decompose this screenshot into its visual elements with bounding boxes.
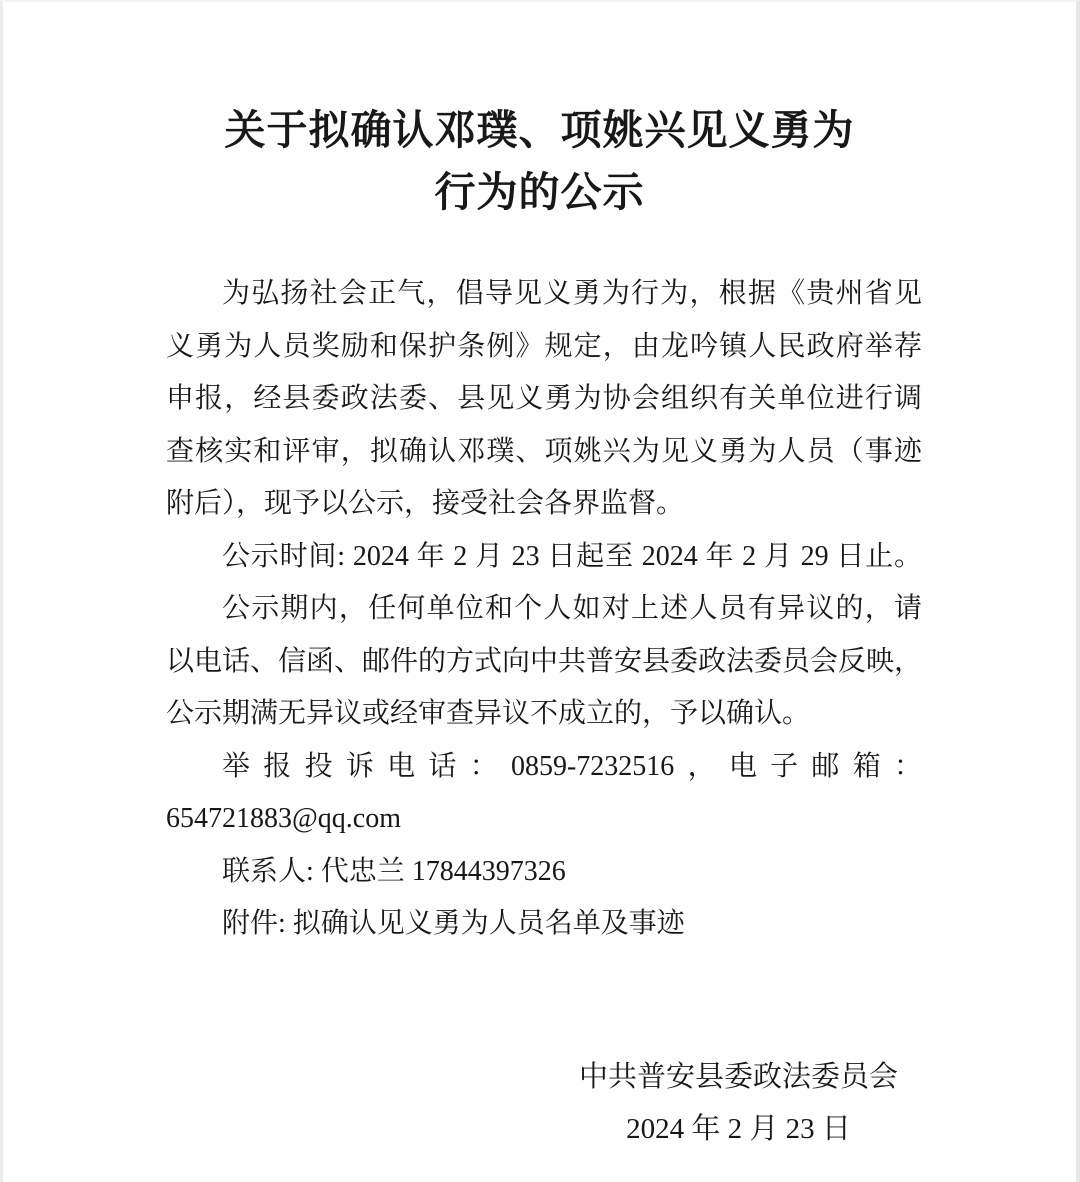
paragraph-2-publicity-period	[166, 531, 922, 584]
paragraph-3-line-1: 公示期内，任何单位和个人如对上述人员有异议的，请	[222, 593, 922, 624]
paragraph-1-line-4: 查核实和评审，拟确认邓璞、项姚兴为见义勇为人员（事迹	[166, 435, 922, 467]
report-phone-line: 举报投诉电话：0859-7232516，电子邮箱：	[222, 750, 922, 782]
paragraph-1-line-2: 义勇为人员奖励和保护条例》规定，由龙吟镇人民政府举荐	[166, 330, 922, 362]
report-email-line: 654721883@qq.com	[166, 803, 401, 834]
issue-date: 2024 年 2 月 23 日	[626, 1113, 851, 1145]
paragraph-4-contact-channels	[166, 741, 922, 846]
paragraph-3-line-3: 公示期满无异议或经审查异议不成立的，予以确认。	[166, 698, 811, 729]
paragraph-1-line-1: 为弘扬社会正气，倡导见义勇为行为，根据《贵州省见	[222, 278, 922, 309]
paragraph-1	[166, 268, 922, 531]
paragraph-3	[166, 583, 922, 741]
paragraph-6-attachment	[166, 898, 922, 951]
paragraph-2-line-1: 公示时间: 2024 年 2 月 23 日起至 2024 年 2 月 29 日止。	[222, 540, 922, 572]
notice-title-line2: 行为的公示	[434, 169, 645, 215]
paragraph-1-line-5: 附后），现予以公示，接受社会各界监督。	[166, 488, 685, 519]
attachment-line: 附件: 拟确认见义勇为人员名单及事迹	[222, 908, 685, 939]
issuer-name: 中共普安县委政法委员会	[578, 1060, 898, 1093]
paragraph-1-line-3: 申报，经县委政法委、县见义勇为协会组织有关单位进行调	[166, 383, 922, 414]
signature-block	[579, 1051, 898, 1156]
notice-body	[166, 268, 922, 951]
notice-title	[3, 99, 1076, 223]
contact-person-line: 联系人: 代忠兰 17844397326	[222, 855, 566, 887]
paragraph-3-line-2: 以电话、信函、邮件的方式向中共普安县委政法委员会反映，	[166, 645, 923, 677]
notice-title-line1: 关于拟确认邓璞、项姚兴见义勇为	[224, 107, 855, 153]
paragraph-5-contact-person	[166, 846, 922, 899]
